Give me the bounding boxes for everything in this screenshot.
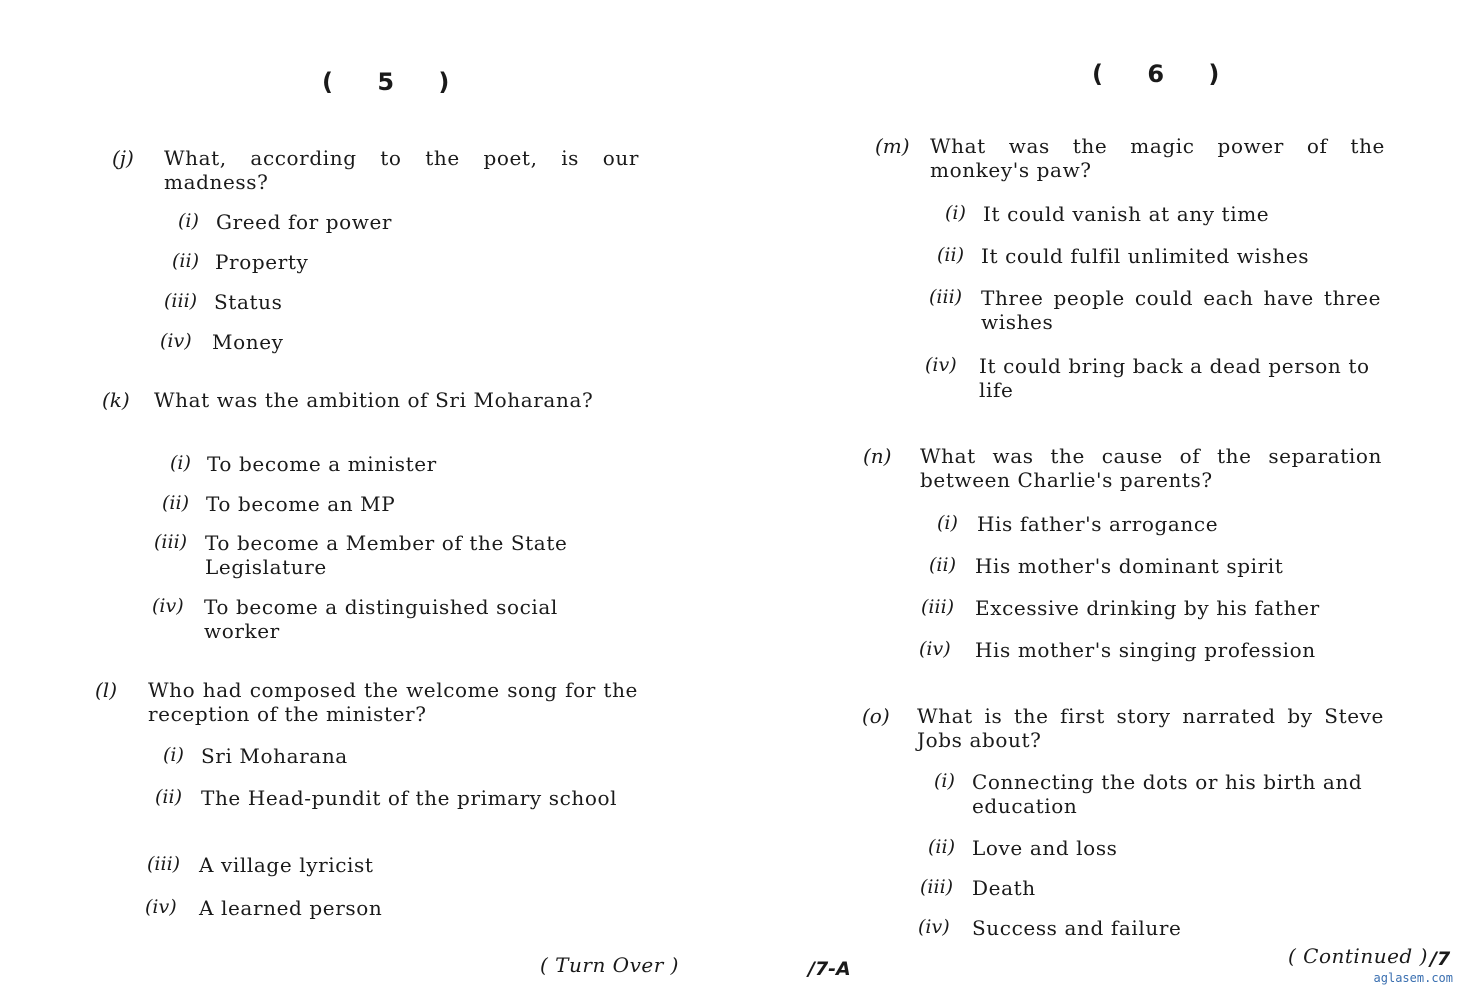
option-label: (i) (934, 770, 955, 792)
option-text: A learned person (199, 896, 383, 920)
question-label: (l) (95, 678, 118, 702)
question-label: (k) (102, 388, 130, 412)
option-text: A village lyricist (199, 853, 374, 877)
option-text: His mother's singing profession (975, 638, 1316, 662)
question-label: (j) (112, 146, 134, 170)
option-label: (iii) (929, 286, 963, 308)
option-text: To become a Member of the State Legislature (205, 531, 568, 579)
option-label: (iii) (147, 853, 181, 875)
option-label: (iv) (925, 354, 957, 376)
page-number: ( 6 ) (1092, 60, 1238, 88)
question-text: Who had composed the welcome song for the reception of the minister? (148, 678, 638, 726)
option-label: (ii) (162, 492, 189, 514)
option-text: Connecting the dots or his birth and education (972, 770, 1363, 818)
question-label: (o) (862, 704, 890, 728)
question-k (102, 388, 642, 648)
option-text: To become an MP (206, 492, 396, 516)
question-label: (m) (875, 134, 910, 158)
question-text: What is the first story narrated by Steve Jobs about? (917, 704, 1384, 752)
option-text: Greed for power (216, 210, 393, 234)
question-text: What was the cause of the separation between Charlie's parents? (920, 444, 1382, 492)
option-label: (ii) (155, 786, 182, 808)
question-l (95, 678, 643, 928)
option-text: To become a minister (207, 452, 437, 476)
left-page (0, 0, 730, 995)
option-text: Three people could each have three wishes (981, 286, 1381, 334)
option-label: (ii) (172, 250, 199, 272)
option-label: (iv) (152, 595, 184, 617)
watermark: aglasem.com (1373, 971, 1453, 985)
option-label: (i) (178, 210, 199, 232)
option-label: (iv) (160, 330, 192, 352)
option-text: Status (214, 290, 283, 314)
right-page (730, 0, 1461, 995)
option-text: It could fulfil unlimited wishes (981, 244, 1310, 268)
option-label: (i) (163, 744, 184, 766)
option-text: The Head-pundit of the primary school (201, 786, 618, 810)
option-text: It could vanish at any time (983, 202, 1270, 226)
option-text: Sri Moharana (201, 744, 348, 768)
option-label: (ii) (937, 244, 964, 266)
question-o (862, 704, 1392, 944)
question-j (112, 146, 642, 366)
option-text: It could bring back a dead person to life (979, 354, 1370, 402)
option-label: (iv) (918, 916, 950, 938)
continued-note: ( Continued ) (1288, 944, 1428, 968)
paper-code: /7-A (808, 958, 851, 980)
question-n (863, 444, 1393, 674)
option-text: Death (972, 876, 1036, 900)
question-m (875, 134, 1395, 404)
option-text: Excessive drinking by his father (975, 596, 1320, 620)
question-label: (n) (863, 444, 892, 468)
option-text: Money (212, 330, 284, 354)
option-label: (ii) (928, 836, 955, 858)
option-text: Success and failure (972, 916, 1182, 940)
option-text: His father's arrogance (977, 512, 1219, 536)
option-label: (iii) (921, 596, 955, 618)
option-label: (i) (937, 512, 958, 534)
option-label: (iii) (154, 531, 188, 553)
option-text: His mother's dominant spirit (975, 554, 1284, 578)
paper-code-partial: /7 (1430, 948, 1451, 970)
option-label: (i) (945, 202, 966, 224)
option-text: To become a distinguished social worker (204, 595, 558, 643)
option-text: Property (215, 250, 309, 274)
question-text: What was the magic power of the monkey's paw? (930, 134, 1385, 182)
page-number: ( 5 ) (322, 68, 468, 96)
option-label: (i) (170, 452, 191, 474)
option-label: (iv) (145, 896, 177, 918)
question-text: What, according to the poet, is our madness? (164, 146, 639, 194)
option-text: Love and loss (972, 836, 1118, 860)
option-label: (iii) (920, 876, 954, 898)
option-label: (ii) (929, 554, 956, 576)
question-text: What was the ambition of Sri Moharana? (154, 388, 594, 412)
option-label: (iii) (164, 290, 198, 312)
turn-over-note: ( Turn Over ) (540, 953, 679, 977)
option-label: (iv) (919, 638, 951, 660)
